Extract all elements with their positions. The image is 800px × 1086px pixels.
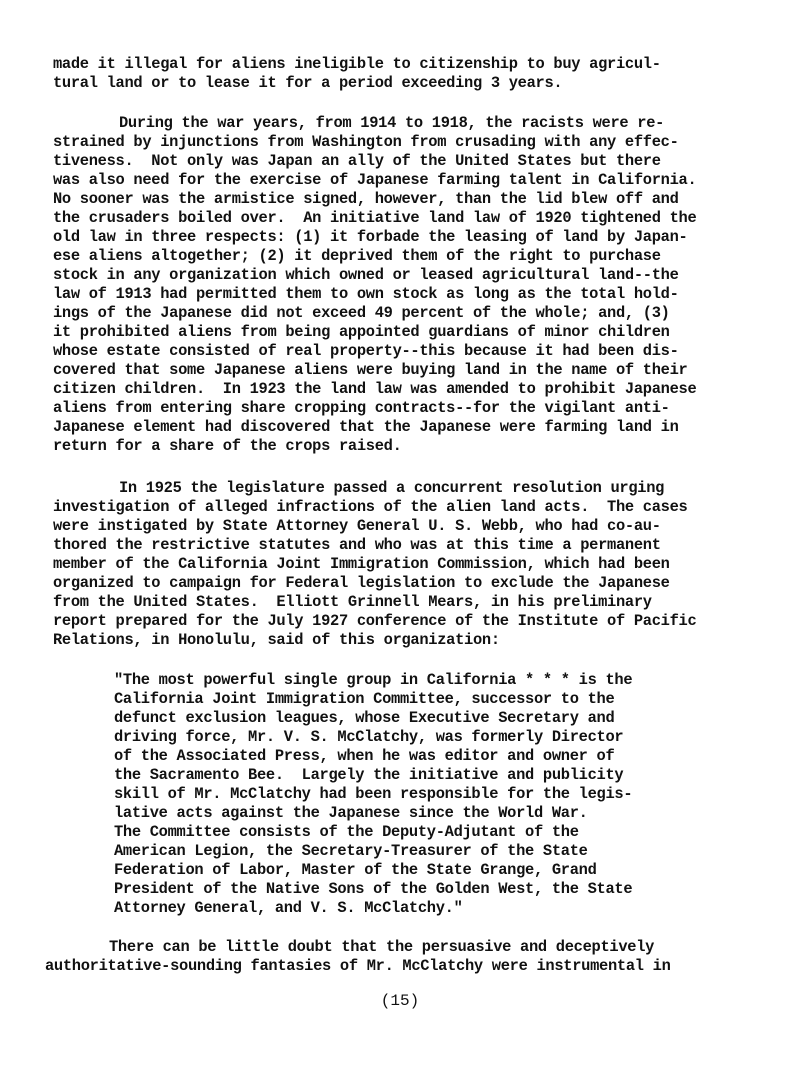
- quote-line: "The most powerful single group in California * * * is the: [114, 671, 633, 689]
- text-line: made it illegal for aliens ineligible to citizenship to buy agricul-: [53, 55, 661, 73]
- text-line: ings of the Japanese did not exceed 49 percent of the whole; and, (3): [53, 304, 670, 322]
- quote-line: Attorney General, and V. S. McClatchy.": [114, 899, 463, 917]
- quote-line: the Sacramento Bee. Largely the initiative and publicity: [114, 766, 624, 784]
- text-line: tiveness. Not only was Japan an ally of the United States but there: [53, 152, 661, 170]
- text-line: No sooner was the armistice signed, however, than the lid blew off and: [53, 190, 679, 208]
- text-line: During the war years, from 1914 to 1918, the racists were re-: [119, 114, 665, 132]
- text-line: report prepared for the July 1927 conference of the Institute of Pacific: [53, 612, 697, 630]
- text-line: covered that some Japanese aliens were buying land in the name of their: [53, 361, 688, 379]
- text-line: stock in any organization which owned or leased agricultural land--the: [53, 266, 679, 284]
- text-line: from the United States. Elliott Grinnell Mears, in his preliminary: [53, 593, 652, 611]
- quote-line: Federation of Labor, Master of the State Grange, Grand: [114, 861, 597, 879]
- quote-line: driving force, Mr. V. S. McClatchy, was formerly Director: [114, 728, 624, 746]
- text-line: aliens from entering share cropping contracts--for the vigilant anti-: [53, 399, 670, 417]
- text-line: authoritative-sounding fantasies of Mr. McClatchy were instrumental in: [45, 957, 671, 975]
- text-line: old law in three respects: (1) it forbade the leasing of land by Japan-: [53, 228, 688, 246]
- quote-line: President of the Native Sons of the Golden West, the State: [114, 880, 633, 898]
- text-line: Japanese element had discovered that the Japanese were farming land in: [53, 418, 679, 436]
- quote-line: defunct exclusion leagues, whose Executive Secretary and: [114, 709, 615, 727]
- text-line: Relations, in Honolulu, said of this organization:: [53, 631, 500, 649]
- page-number: (15): [380, 992, 420, 1010]
- text-line: thored the restrictive statutes and who was at this time a permanent: [53, 536, 661, 554]
- text-line: return for a share of the crops raised.: [53, 437, 402, 455]
- text-line: the crusaders boiled over. An initiative land law of 1920 tightened the: [53, 209, 697, 227]
- text-line: it prohibited aliens from being appointed guardians of minor children: [53, 323, 670, 341]
- text-line: law of 1913 had permitted them to own stock as long as the total hold-: [53, 285, 679, 303]
- text-line: In 1925 the legislature passed a concurrent resolution urging: [119, 479, 665, 497]
- text-line: citizen children. In 1923 the land law was amended to prohibit Japanese: [53, 380, 697, 398]
- text-line: strained by injunctions from Washington from crusading with any effec-: [53, 133, 679, 151]
- quote-line: American Legion, the Secretary-Treasurer of the State: [114, 842, 588, 860]
- quote-line: lative acts against the Japanese since the World War.: [114, 804, 588, 822]
- text-line: organized to campaign for Federal legislation to exclude the Japanese: [53, 574, 670, 592]
- text-line: was also need for the exercise of Japanese farming talent in California.: [53, 171, 697, 189]
- quote-line: The Committee consists of the Deputy-Adjutant of the: [114, 823, 579, 841]
- text-line: were instigated by State Attorney General U. S. Webb, who had co-au-: [53, 517, 661, 535]
- text-line: member of the California Joint Immigration Commission, which had been: [53, 555, 670, 573]
- text-line: There can be little doubt that the persuasive and deceptively: [109, 938, 655, 956]
- text-line: ese aliens altogether; (2) it deprived them of the right to purchase: [53, 247, 661, 265]
- quote-line: skill of Mr. McClatchy had been responsible for the legis-: [114, 785, 633, 803]
- quote-line: California Joint Immigration Committee, successor to the: [114, 690, 615, 708]
- text-line: investigation of alleged infractions of the alien land acts. The cases: [53, 498, 688, 516]
- text-line: tural land or to lease it for a period exceeding 3 years.: [53, 74, 563, 92]
- quote-line: of the Associated Press, when he was editor and owner of: [114, 747, 615, 765]
- text-line: whose estate consisted of real property--this because it had been dis-: [53, 342, 679, 360]
